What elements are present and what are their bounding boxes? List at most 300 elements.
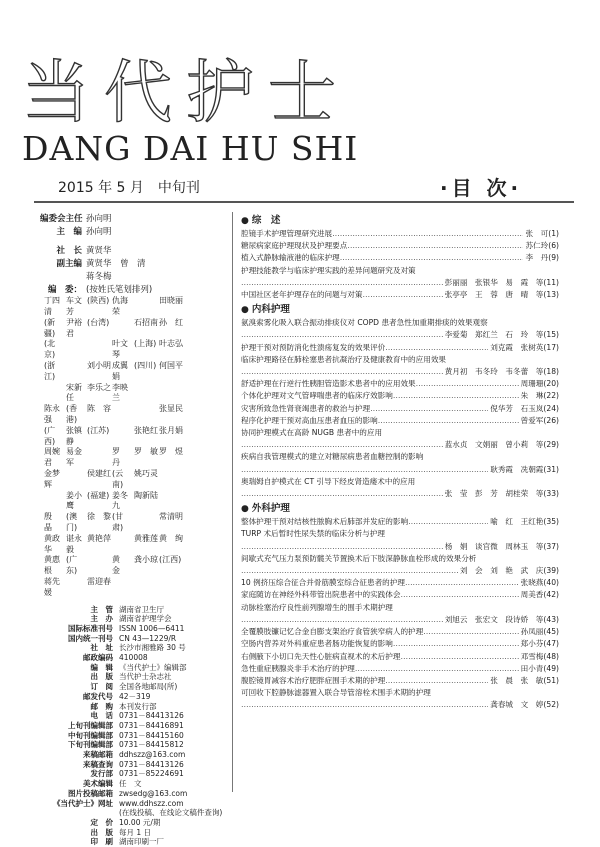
article-title: 腹腔镜胃减容术治疗肥胖症围手术期的护理 xyxy=(241,675,386,685)
masthead-pinyin: DANG DAI HU SHI xyxy=(22,129,359,168)
publication-value: 410008 xyxy=(119,653,148,663)
article-authors: 刘克霞 张树英 xyxy=(490,342,544,352)
publication-label: 邮政编码 xyxy=(83,653,113,663)
article-authors: 张 可 xyxy=(525,229,549,238)
dot-leader xyxy=(241,277,443,289)
publication-row xyxy=(40,760,230,770)
committee-member: 蒋先媛 xyxy=(44,576,60,597)
publication-value: 长沙市湘雅路 30 号 xyxy=(119,643,186,653)
publication-value: 全国各地邮局(所) xyxy=(119,682,178,692)
committee-member: 易金军 xyxy=(66,447,82,468)
spacer xyxy=(40,238,230,245)
dot-leader xyxy=(241,541,443,553)
editorial-label xyxy=(40,271,86,284)
dot-leader xyxy=(363,289,443,301)
page-number: (33) xyxy=(543,489,559,499)
publication-label: 美术编辑 xyxy=(83,779,113,789)
committee-member xyxy=(66,469,87,491)
committee-member: (台湾) xyxy=(87,317,110,327)
committee-member: 姜小鹰 xyxy=(66,490,82,511)
committee-member: 车文芳 xyxy=(66,296,82,317)
toc-entry xyxy=(241,439,559,451)
committee-member: 叶文琴 xyxy=(112,339,128,360)
page-number: (15) xyxy=(543,330,559,340)
article-authors: 李爱菊 郑红兰 石 玲 等 xyxy=(444,330,544,340)
committee-member xyxy=(159,383,189,405)
publication-row xyxy=(40,614,230,624)
committee-member: (陕西) xyxy=(87,296,110,306)
dot-leader xyxy=(241,699,488,711)
publication-label: 订 阅 xyxy=(90,682,113,692)
committee-member: (广西) xyxy=(44,425,56,446)
toc-entry xyxy=(241,516,559,528)
publication-row xyxy=(40,702,230,712)
committee-member: 张月娟 xyxy=(159,425,183,435)
publication-row xyxy=(40,682,230,692)
editorial-row xyxy=(40,213,230,226)
article-authors: 倪华芳 石玉岚 xyxy=(490,403,544,413)
article-title: 10 例挤压综合征合并骨筋膜室综合征患者的护理 xyxy=(241,578,405,588)
publication-label: 出 版 xyxy=(90,672,113,682)
page-number: (47) xyxy=(543,639,559,649)
publication-row xyxy=(40,643,230,653)
page-number: (18) xyxy=(543,367,559,377)
dot-leader xyxy=(241,614,443,626)
publication-label: 发行部 xyxy=(90,769,113,779)
committee-member xyxy=(134,512,159,534)
toc-entry xyxy=(241,651,559,663)
contents-label: ·目 次· xyxy=(440,176,523,200)
toc-entry xyxy=(241,390,559,402)
article-title: 疾病自我管理模式的建立对糖尿病患者血糖控制的影响 xyxy=(241,452,424,462)
editorial-label: 编 委： xyxy=(47,284,82,295)
article-title: 家庭随访在神经外科带管出院患者中的实践体会 xyxy=(241,590,401,600)
dot-leader xyxy=(400,589,518,601)
page-number: (20) xyxy=(543,379,559,389)
dot-leader xyxy=(378,415,519,427)
article-authors: 杨 娟 谈官微 周林玉 等 xyxy=(444,541,544,551)
toc-entry xyxy=(241,663,559,675)
committee-member: (浙江) xyxy=(44,361,56,381)
committee-member: 张艳红 xyxy=(134,425,158,435)
article-authors: 苏仁玲 xyxy=(525,241,549,251)
dot-leader xyxy=(393,638,519,650)
editorial-row xyxy=(40,258,230,271)
committee-member: 丁四清 xyxy=(44,296,60,317)
committee-member: 金梦辉 xyxy=(44,468,60,489)
committee-member: 常清明 xyxy=(159,512,183,522)
committee-member: 叶志弘 xyxy=(159,339,183,349)
article-authors: 刘旭云 张宏文 段诗娇 等 xyxy=(444,614,544,624)
publication-row xyxy=(40,818,230,828)
editorial-row xyxy=(40,271,230,284)
article-title: 舒适护理在行逆行性胰胆管造影术患者中的应用效果 xyxy=(241,379,416,389)
committee-member: 田晓丽 xyxy=(159,296,183,306)
editorial-value: 黄贤华 曾 清 xyxy=(86,259,146,270)
publication-value: (在线投稿、在线论文稿件查询) xyxy=(119,808,223,818)
article-title: 腔镜手术护理管理研究进展 xyxy=(241,229,333,238)
page-number: (43) xyxy=(543,614,559,624)
toc-entry xyxy=(241,277,559,289)
dot-leader xyxy=(393,390,519,402)
dot-leader xyxy=(416,378,519,390)
committee-member xyxy=(159,491,189,513)
dot-leader xyxy=(241,366,443,378)
publication-label: 中旬刊编辑部 xyxy=(68,730,113,740)
committee-member: (甘肃) xyxy=(112,512,124,532)
article-title: 全覆膜肢镰记忆合金自膨支架治疗食管狭窄病人的护理 xyxy=(241,627,424,637)
publication-row xyxy=(40,789,230,799)
section-title: 内科护理 xyxy=(251,304,290,316)
publication-label: 上旬刊编辑部 xyxy=(68,720,113,730)
committee-member: 黄政华 xyxy=(44,533,60,554)
committee-member: 陈 容 xyxy=(87,404,111,414)
publication-value: zwsedg@163.com xyxy=(119,788,188,798)
dot-leader xyxy=(400,651,518,663)
editorial-label: 社 长 xyxy=(56,246,82,257)
article-authors: 周珊珊 xyxy=(520,379,544,389)
article-title: 氨溴索雾化吸入联合振动排痰仪对 COPD 患者急性加重期排痰的效果观察 xyxy=(241,318,488,328)
article-title: 护理干预对预防消化性溃疡复发的效果评价 xyxy=(241,342,386,352)
committee-member xyxy=(66,339,87,361)
page-number: (31) xyxy=(543,464,559,474)
page-number: (9) xyxy=(548,253,559,263)
toc-entry xyxy=(241,228,559,240)
committee-member: 徐 黎 xyxy=(87,512,111,522)
publication-row xyxy=(40,711,230,721)
committee-member: 李乐之 xyxy=(87,382,111,392)
committee-member xyxy=(134,404,159,426)
committee-member xyxy=(44,383,66,405)
committee-member: 石招南 xyxy=(134,317,158,327)
article-title: 空肠内营养对外科重症患者肠功能恢复的影响 xyxy=(241,639,393,649)
bullet-icon: ● xyxy=(241,504,249,515)
publication-value: 《当代护士》编辑部 xyxy=(119,662,187,672)
publication-label: 来稿查询 xyxy=(83,759,113,769)
toc-entry xyxy=(241,252,559,264)
page-number: (26) xyxy=(543,415,559,425)
editorial-row xyxy=(40,284,230,297)
committee-member: 黄 绚 xyxy=(159,533,183,543)
committee-member: 黄雅莲 xyxy=(134,533,158,543)
article-authors: 耿秀霞 冼朝霞 xyxy=(490,464,544,474)
section-heading xyxy=(241,214,559,228)
toc-entry xyxy=(241,403,559,415)
page-number: (42) xyxy=(543,590,559,600)
committee-member xyxy=(159,577,189,599)
article-authors: 张亭亭 王 蓉 唐 晴 等 xyxy=(444,290,544,300)
article-title: 可回收下腔静脉滤器置入联合导管溶栓术围手术期的护理 xyxy=(241,688,431,698)
toc-entry xyxy=(241,488,559,500)
toc-entry xyxy=(241,329,559,341)
publication-row xyxy=(40,799,230,809)
publication-row xyxy=(40,634,230,644)
committee-member: 成翼娟 xyxy=(112,361,128,381)
committee-member: 姜冬九 xyxy=(112,490,128,511)
publication-value: 0731－84415812 xyxy=(119,740,184,750)
page-number: (49) xyxy=(543,663,559,673)
publication-row xyxy=(40,721,230,731)
article-authors: 黄月初 韦冬玲 韦冬蕾 等 xyxy=(444,367,544,377)
publication-value: 每月 1 日 xyxy=(119,827,152,837)
committee-member xyxy=(87,447,112,469)
publication-value: 0731－84416891 xyxy=(119,720,184,730)
article-title: 糖尿病家庭护理现状及护理要点 xyxy=(241,241,348,251)
top-rule xyxy=(34,201,574,203)
editorial-row xyxy=(40,226,230,239)
dot-leader xyxy=(332,228,523,240)
committee-member: 刘小明 xyxy=(87,361,111,370)
page-number: (17) xyxy=(543,342,559,352)
publication-label: 下旬刊编辑部 xyxy=(68,740,113,750)
publication-value: www.ddhszz.com xyxy=(119,798,184,808)
publication-value: 湖南印刷一厂 xyxy=(119,837,164,847)
dot-leader xyxy=(423,626,518,638)
publication-value: 42－319 xyxy=(119,691,151,701)
article-authors: 朱 琳 xyxy=(520,391,544,401)
committee-member: (江西) xyxy=(159,555,182,565)
article-authors: 张 晨 张 敏 xyxy=(490,675,544,685)
dot-leader xyxy=(355,663,519,675)
article-authors: 孙凤丽 xyxy=(520,627,544,637)
toc-entry xyxy=(241,699,559,711)
page-number: (39) xyxy=(543,566,559,576)
article-title: 灾害所致急性肾衰竭患者的救治与护理 xyxy=(241,403,371,413)
page-number: (11) xyxy=(543,277,559,287)
toc-entry xyxy=(241,289,559,301)
committee-member: (澳门) xyxy=(66,512,78,532)
toc-entry xyxy=(241,464,559,476)
article-authors: 喻 红 王红艳 xyxy=(490,517,544,527)
publication-row xyxy=(40,731,230,741)
publication-row xyxy=(40,808,230,818)
article-title: 个体化护理对文气管哮喘患者的临床疗效影响 xyxy=(241,391,393,401)
committee-member: 谌永毅 xyxy=(66,533,82,554)
committee-member xyxy=(112,426,134,448)
toc-entry xyxy=(241,638,559,650)
dot-leader xyxy=(340,252,524,264)
article-authors: 曾爱军 xyxy=(520,415,544,425)
page-number: (48) xyxy=(543,651,559,661)
article-authors: 邓雪梅 xyxy=(520,651,544,661)
committee-member: 宋新任 xyxy=(66,382,82,403)
publication-value: ISSN 1006—6411 xyxy=(119,623,185,633)
article-title: 间歇式充气压力泵预防髋关节置换术后下肢深静脉血栓形成的效果分析 xyxy=(241,553,477,563)
committee-member xyxy=(159,469,189,491)
committee-member: 陶新陆 xyxy=(134,490,158,500)
article-title: 整体护理干预对结核性脓胸术后肺部并发症的影响 xyxy=(241,517,409,527)
committee-member: (广东) xyxy=(66,555,78,576)
publication-label: 国际标准刊号 xyxy=(68,623,113,633)
toc-entry xyxy=(241,378,559,390)
publication-value: 当代护士杂志社 xyxy=(119,672,172,682)
publication-value: 10.00 元/期 xyxy=(119,818,161,827)
editorial-label: 编委会主任 xyxy=(40,214,83,224)
editorial-label: 主 编 xyxy=(56,226,82,237)
publication-row xyxy=(40,653,230,663)
dot-leader xyxy=(241,488,443,500)
publication-row xyxy=(40,605,230,615)
publication-row xyxy=(40,740,230,750)
committee-member xyxy=(66,577,87,599)
toc-entry xyxy=(241,240,559,252)
committee-member: 陈永强 xyxy=(44,404,60,424)
publication-value: 任 文 xyxy=(119,779,142,789)
committee-member: (云南) xyxy=(112,468,124,489)
publication-label: 邮发代号 xyxy=(83,691,113,701)
dot-leader xyxy=(347,240,523,252)
page-number: (22) xyxy=(543,391,559,401)
committee-member: 尹裕君 xyxy=(66,317,82,338)
dot-leader xyxy=(405,577,519,589)
publication-label: 邮 购 xyxy=(90,701,113,711)
publication-label: 主 办 xyxy=(90,614,113,624)
publication-value: 本刊发行部 xyxy=(119,701,157,711)
editorial-value: 孙向明 xyxy=(86,226,112,237)
committee-member: (江苏) xyxy=(87,425,110,435)
masthead-info xyxy=(40,213,230,847)
committee-member: (四川) xyxy=(134,361,157,370)
toc-entry xyxy=(241,541,559,553)
publication-row xyxy=(40,750,230,760)
article-title: TURP 术后暂时性尿失禁的临床分析与护理 xyxy=(241,529,385,539)
publication-label: 电 话 xyxy=(90,711,113,721)
committee-member: 罗 敏 xyxy=(134,447,158,457)
article-title: 动脉栓塞治疗良性前列腺增生的围手术期护理 xyxy=(241,602,393,612)
toc-entry xyxy=(241,415,559,427)
committee-member xyxy=(112,404,134,426)
section-title: 外科护理 xyxy=(251,503,290,515)
publication-label: 社 址 xyxy=(90,643,113,653)
publication-row xyxy=(40,837,230,847)
publication-row xyxy=(40,769,230,779)
article-authors: 张 莹 彭 芳 胡桂荣 等 xyxy=(444,489,544,499)
publication-info xyxy=(40,605,230,847)
publication-value: 湖南省卫生厅 xyxy=(119,604,164,614)
committee-member xyxy=(112,534,134,556)
committee-member: 孙 红 xyxy=(159,317,183,327)
toc-entry xyxy=(241,589,559,601)
publication-label: 编 辑 xyxy=(90,662,113,672)
page-number: (6) xyxy=(548,241,559,251)
committee-member xyxy=(112,318,134,340)
article-authors: 蓝水贞 文娟丽 曾小莉 等 xyxy=(444,440,544,450)
toc-entry xyxy=(241,366,559,378)
page-number: (52) xyxy=(543,700,559,710)
publication-row xyxy=(40,779,230,789)
committee-member xyxy=(66,361,87,383)
dot-leader xyxy=(241,464,488,476)
article-authors: 李 丹 xyxy=(525,253,549,263)
publication-row xyxy=(40,692,230,702)
article-authors: 周美香 xyxy=(520,590,544,600)
committee-member: 周婉君 xyxy=(44,447,60,468)
bullet-icon: ● xyxy=(241,305,249,316)
committee-member: 侯建红 xyxy=(87,468,111,478)
committee-member: 李映兰 xyxy=(112,382,128,403)
article-title: 右侧腋下小切口先天性心脏病直视术的术后护理 xyxy=(241,651,401,661)
committee-member xyxy=(87,555,112,577)
page-number: (1) xyxy=(548,229,559,238)
article-title: 中国社区老年护理存在的问题与对策 xyxy=(241,290,363,300)
column-divider xyxy=(232,212,233,792)
publication-row xyxy=(40,663,230,673)
section-heading xyxy=(241,502,559,516)
article-title: 护理技能教学与临床护理实践的差异问题研究及对策 xyxy=(241,265,416,275)
article-authors: 彭丽丽 张银华 易 霞 等 xyxy=(444,277,544,287)
article-title: 奥瑞姆自护模式在 CT 引导下经皮肾造瘘术中的应用 xyxy=(241,476,416,486)
page-number: (51) xyxy=(543,675,559,685)
editorial-row xyxy=(40,245,230,258)
committee-list xyxy=(40,296,230,598)
page-number: (13) xyxy=(543,290,559,300)
dot-leader xyxy=(385,675,488,687)
committee-member: 张镇静 xyxy=(66,425,82,446)
toc-entry xyxy=(241,342,559,354)
toc-entry xyxy=(241,565,559,577)
committee-member: 黄 金 xyxy=(112,555,128,576)
committee-member xyxy=(44,491,66,513)
publication-row xyxy=(40,624,230,634)
publication-value: ddhszz@163.com xyxy=(119,750,186,760)
committee-member xyxy=(134,383,159,405)
committee-member xyxy=(134,296,159,318)
publication-value: 湖南省护理学会 xyxy=(119,614,172,624)
article-title: 程序化护理干预对高血压患者血压的影响 xyxy=(241,415,378,425)
publication-label: 印 刷 xyxy=(90,837,113,847)
publication-label: 国内统一刊号 xyxy=(68,633,113,643)
editorial-label: 副主编 xyxy=(56,259,82,270)
section-heading xyxy=(241,303,559,317)
publication-label xyxy=(40,808,119,818)
dot-leader xyxy=(241,329,443,341)
committee-member: 雷迎春 xyxy=(87,576,111,586)
committee-member: (上海) xyxy=(134,339,157,349)
committee-member: 黄惠根 xyxy=(44,555,60,576)
committee-member: 龚小琼 xyxy=(134,555,158,565)
committee-member xyxy=(87,339,112,361)
page-number: (45) xyxy=(543,627,559,637)
committee-member xyxy=(112,577,134,599)
editorial-value: 孙向明 xyxy=(86,214,112,224)
publication-label: 《当代护士》网址 xyxy=(53,798,113,808)
dot-leader xyxy=(370,403,488,415)
committee-member xyxy=(134,577,159,599)
publication-row xyxy=(40,828,230,838)
article-title: 临床护理路径在肺栓塞患者抗凝治疗及健康教育中的应用效果 xyxy=(241,354,447,364)
bullet-icon: ● xyxy=(241,216,249,226)
publication-value: 0731－84413126 xyxy=(119,711,184,721)
article-authors: 龚春城 文 婷 xyxy=(490,700,544,710)
toc-entry xyxy=(241,626,559,638)
editorial-value: (按姓氏笔划排列) xyxy=(86,284,153,295)
page-number: (29) xyxy=(543,440,559,450)
page-number: (40) xyxy=(543,578,559,588)
article-authors: 张晓燕 xyxy=(520,578,544,588)
publication-label: 主 管 xyxy=(90,604,113,614)
page-number: (37) xyxy=(543,541,559,551)
table-of-contents xyxy=(241,212,559,712)
dot-leader xyxy=(241,439,443,451)
article-title: 急性重症胰腺炎非手术治疗的护理 xyxy=(241,663,355,673)
toc-entry xyxy=(241,675,559,687)
committee-member: 姚巧灵 xyxy=(134,468,158,478)
editorial-value: 蒋冬梅 xyxy=(86,271,112,282)
publication-label: 图片投稿邮箱 xyxy=(68,788,113,798)
article-authors: 郑小芬 xyxy=(520,639,544,649)
article-authors: 刘 会 刘 艳 武 庆 xyxy=(459,566,544,576)
dot-leader xyxy=(408,516,488,528)
